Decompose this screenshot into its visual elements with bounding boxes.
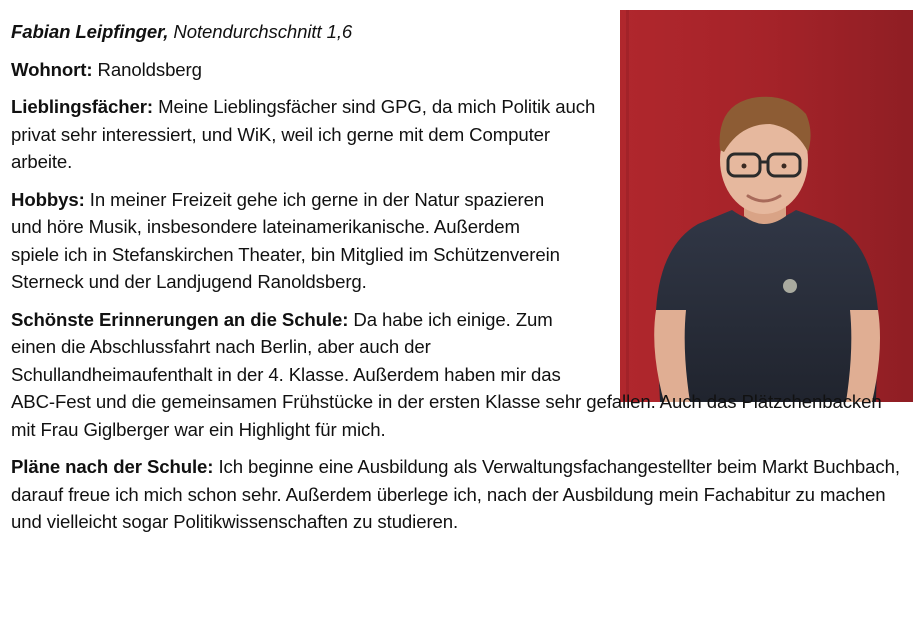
lieblingsfaecher-section <box>11 93 609 176</box>
lieblingsfaecher-text: Meine Lieblingsfächer sind GPG, da mich Politik auch privat sehr interessiert, und WiK, weil ich gerne mit dem Computer arbeite. <box>11 96 596 172</box>
profile-text <box>11 18 909 546</box>
student-name: Fabian Leipfinger, <box>11 21 169 42</box>
erinnerungen-label: Schönste Erinnerungen an die Schule: <box>11 308 349 330</box>
erinnerungen-section <box>11 306 909 444</box>
wohnort-label: Wohnort: <box>11 58 93 80</box>
plaene-text: Ich beginne eine Ausbildung als Verwaltungsfachangestellter beim Markt Buchbach, darauf freue ich mich schon sehr. Außerdem überlege ich, nach der Ausbildung mein Fachabitur zu machen und vielleicht sogar Politikwissenschaften zu studieren. <box>11 456 900 532</box>
plaene-label: Pläne nach der Schule: <box>11 456 214 477</box>
photo-wrap-spacer <box>591 306 909 362</box>
plaene-section <box>11 453 909 536</box>
wohnort-section <box>11 56 609 84</box>
hobbys-label: Hobbys: <box>11 188 85 210</box>
hobbys-text: In meiner Freizeit gehe ich gerne in der Natur spazieren und höre Musik, insbesondere lateinamerikanische. Außerdem spiele ich in Stefanskirchen Theater, bin Mitglied im Schützenverein Sterneck und der Landjugend Ranoldsberg. <box>11 188 560 292</box>
erinnerungen-text: Da habe ich einige. Zum einen die Abschlussfahrt nach Berlin, aber auch der Schullandheimaufenthalt in der 4. Klasse. Außerdem haben mir das ABC-Fest und die gemeinsamen Frühstücke in der ersten Klasse sehr gefallen. Auch das Plätzchenbacken mit Frau Giglberger war ein Highlight für mich. <box>11 308 882 440</box>
name-line <box>11 18 909 46</box>
wohnort-text: Ranoldsberg <box>97 58 202 80</box>
grade-average: Notendurchschnitt 1,6 <box>173 21 353 42</box>
lieblingsfaecher-label: Lieblingsfächer: <box>11 96 154 117</box>
hobbys-section <box>11 186 571 296</box>
